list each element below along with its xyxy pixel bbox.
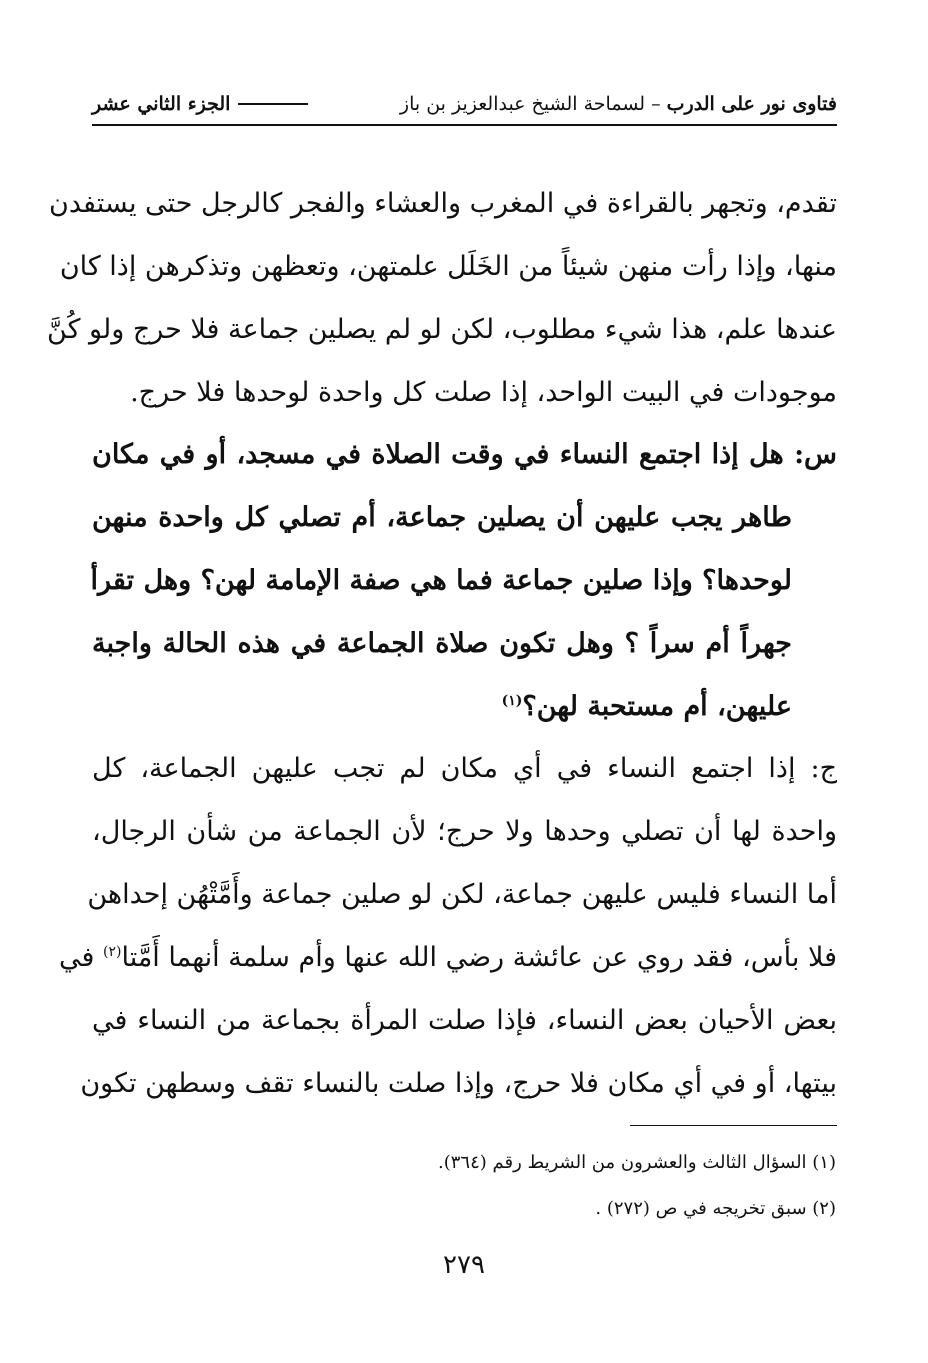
footnote: (١) السؤال الثالث والعشرون من الشريط رقم (٣٦٤). xyxy=(438,1152,836,1173)
answer-line: بيتها، أو في أي مكان فلا حرج، وإذا صلت بالنساء تقف وسطهن تكون xyxy=(80,1068,837,1099)
body-line: موجودات في البيت الواحد، إذا صلت كل واحدة لوحدها فلا حرج. xyxy=(130,377,837,408)
body-line: تقدم، وتجهر بالقراءة في المغرب والعشاء والفجر كالرجل حتى يستفدن xyxy=(49,188,837,219)
body-line: عندها علم، هذا شيء مطلوب، لكن لو لم يصلين جماعة فلا حرج ولو كُنَّ xyxy=(47,314,837,345)
answer-line: أما النساء فليس عليهن جماعة، لكن لو صلين جماعة وأَمَّتْهُن إحداهن xyxy=(87,879,837,910)
footnote-ref: (٢) xyxy=(103,944,122,960)
answer-line: ج: إذا اجتمع النساء في أي مكان لم تجب عليهن الجماعة، كل xyxy=(92,753,837,784)
page-number: ٢٧٩ xyxy=(443,1250,485,1280)
answer-line: واحدة لها أن تصلي وحدها ولا حرج؛ لأن الجماعة من شأن الرجال، xyxy=(92,816,837,847)
question-line: س: هل إذا اجتمع النساء في وقت الصلاة في مسجد، أو في مكان xyxy=(92,439,837,470)
question-line: لوحدها؟ وإذا صلين جماعة فما هي صفة الإمامة لهن؟ وهل تقرأ xyxy=(90,565,792,596)
footnote-ref: (١) xyxy=(501,693,523,709)
question-line: عليهن، أم مستحبة لهن؟$^{(١)}$ xyxy=(501,691,792,722)
author-name: – لسماحة الشيخ عبدالعزيز بن باز xyxy=(399,93,661,115)
book-title: فتاوى نور على الدرب xyxy=(666,93,837,115)
header-separator xyxy=(238,103,308,105)
answer-line: فلا بأس، فقد روي عن عائشة رضي الله عنها وأم سلمة أنهما أَمَّتا$^{(٢)}$ في xyxy=(58,942,837,973)
answer-line: بعض الأحيان بعض النساء، فإذا صلت المرأة بجماعة من النساء في xyxy=(92,1005,837,1036)
question-line: جهراً أم سراً ؟ وهل تكون صلاة الجماعة في هذه الحالة واجبة xyxy=(92,628,792,659)
volume-label: الجزء الثاني عشر xyxy=(92,93,231,115)
question-line: طاهر يجب عليهن أن يصلين جماعة، أم تصلي كل واحدة منهن xyxy=(92,502,792,533)
footnote-divider xyxy=(630,1125,837,1126)
running-header xyxy=(92,84,837,126)
body-line: منها، وإذا رأت منهن شيئاً من الخَلَل علمتهن، وتعظهن وتذكرهن إذا كان xyxy=(59,251,837,282)
footnote: (٢) سبق تخريجه في ص (٢٧٢) . xyxy=(595,1198,836,1219)
